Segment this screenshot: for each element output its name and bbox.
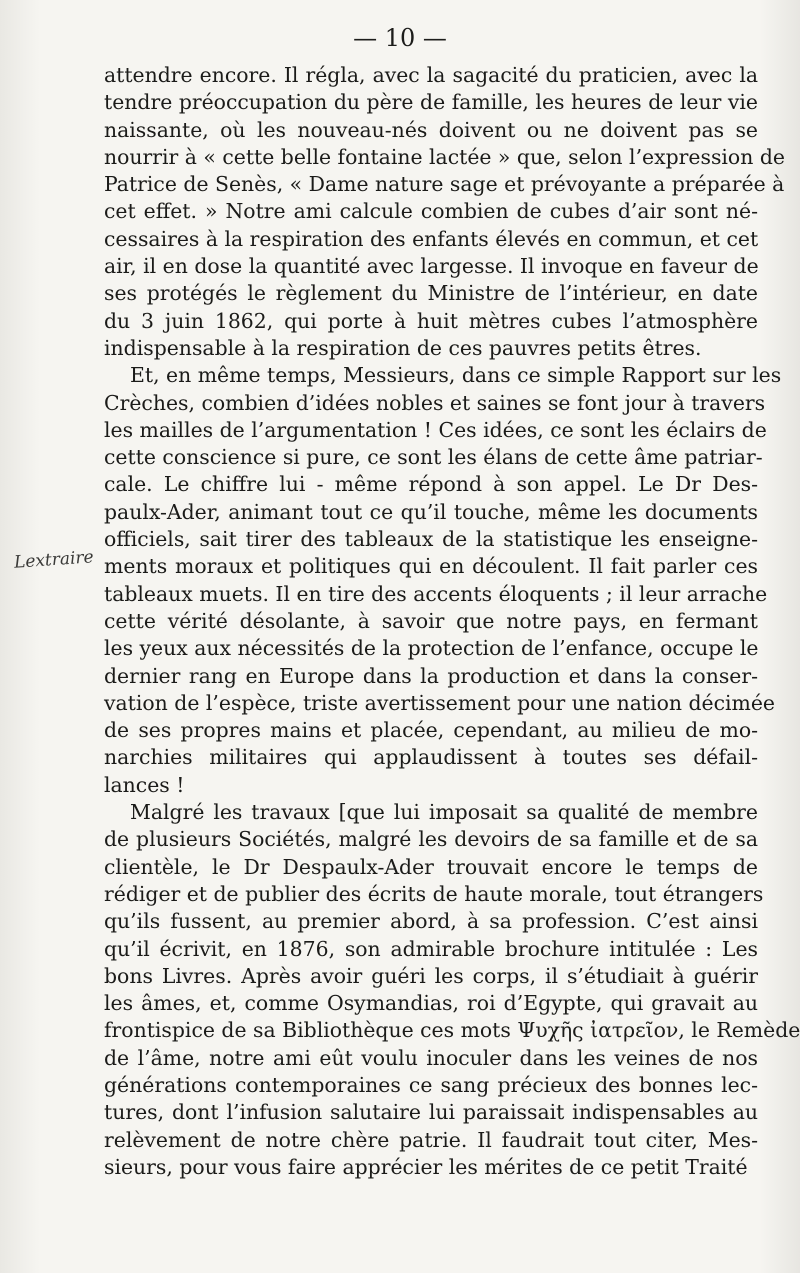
text-line: générations contemporaines ce sang précieux des bonnes lec- bbox=[104, 1072, 758, 1097]
text-line: Et, en même temps, Messieurs, dans ce simple Rapport sur les bbox=[130, 363, 782, 388]
text-line: bons Livres. Après avoir guéri les corps, il s’étudiait à guérir bbox=[104, 963, 758, 988]
text-line: les yeux aux nécessités de la protection de l’enfance, occupe le bbox=[104, 636, 759, 661]
paragraph bbox=[104, 799, 800, 1181]
text-line: ses protégés le règlement du Ministre de l’intérieur, en date bbox=[104, 281, 758, 306]
page-number: — 10 — bbox=[353, 24, 447, 52]
text-line: Crèches, combien d’idées nobles et saines se font jour à travers bbox=[104, 390, 766, 415]
text-line: tendre préoccupation du père de famille, les heures de leur vie bbox=[104, 90, 758, 115]
text-line: air, il en dose la quantité avec largesse. Il invoque en faveur de bbox=[104, 254, 759, 279]
text-line: naissante, où les nouveau-nés doivent ou ne doivent pas se bbox=[104, 117, 758, 142]
text-line: de ses propres mains et placée, cependant, au milieu de mo- bbox=[104, 718, 758, 743]
text-line: sieurs, pour vous faire apprécier les mérites de ce petit Traité bbox=[104, 1154, 748, 1179]
text-line: nourrir à « cette belle fontaine lactée » que, selon l’expression de bbox=[104, 144, 785, 169]
text-line: qu’ils fussent, au premier abord, à sa profession. C’est ainsi bbox=[104, 909, 758, 934]
text-line: cette conscience si pure, ce sont les élans de cette âme patriar- bbox=[104, 445, 763, 470]
text-line: dernier rang en Europe dans la production et dans la conser- bbox=[104, 663, 758, 688]
handwritten-margin-note: Lextraire bbox=[13, 547, 95, 573]
text-line: de plusieurs Sociétés, malgré les devoirs de sa famille et de sa bbox=[104, 827, 758, 852]
text-line: attendre encore. Il régla, avec la sagacité du praticien, avec la bbox=[104, 63, 758, 87]
text-line: de l’âme, notre ami eût voulu inoculer dans les veines de nos bbox=[104, 1045, 758, 1070]
paragraph bbox=[104, 62, 785, 362]
text-line: tures, dont l’infusion salutaire lui paraissait indispensables au bbox=[104, 1100, 758, 1125]
text-line: les mailles de l’argumentation ! Ces idées, ce sont les éclairs de bbox=[104, 417, 767, 442]
text-line: officiels, sait tirer des tableaux de la statistique les enseigne- bbox=[104, 527, 758, 552]
text-line: relèvement de notre chère patrie. Il faudrait tout citer, Mes- bbox=[104, 1127, 758, 1152]
text-line: clientèle, le Dr Despaulx-Ader trouvait encore le temps de bbox=[104, 854, 758, 879]
text-line: frontispice de sa Bibliothèque ces mots Ψυχῆς ἰατρεῖον, le Remède bbox=[104, 1018, 800, 1043]
text-line: lances ! bbox=[104, 772, 185, 797]
paragraph bbox=[104, 362, 782, 799]
text-line: indispensable à la respiration de ces pauvres petits êtres. bbox=[104, 335, 702, 360]
text-line: cet effet. » Notre ami calcule combien de cubes d’air sont né- bbox=[104, 199, 758, 224]
text-line: cale. Le chiffre lui - même répond à son appel. Le Dr Des- bbox=[104, 472, 758, 497]
text-line: les âmes, et, comme Osymandias, roi d’Egypte, qui gravait au bbox=[104, 991, 758, 1016]
text-line: qu’il écrivit, en 1876, son admirable brochure intitulée : Les bbox=[104, 936, 758, 961]
text-line: du 3 juin 1862, qui porte à huit mètres cubes l’atmosphère bbox=[104, 308, 758, 333]
text-line: cette vérité désolante, à savoir que notre pays, en fermant bbox=[104, 608, 758, 633]
text-line: paulx-Ader, animant tout ce qu’il touche, même les documents bbox=[104, 499, 758, 524]
text-line: Malgré les travaux [que lui imposait sa qualité de membre bbox=[130, 800, 758, 825]
text-line: vation de l’espèce, triste avertissement pour une nation décimée bbox=[104, 690, 775, 715]
body-text bbox=[104, 62, 800, 1181]
text-line: narchies militaires qui applaudissent à toutes ses défail- bbox=[104, 745, 758, 770]
text-line: cessaires à la respiration des enfants élevés en commun, et cet bbox=[104, 226, 759, 251]
text-line: Patrice de Senès, « Dame nature sage et prévoyante a préparée à bbox=[104, 172, 785, 197]
text-line: tableaux muets. Il en tire des accents éloquents ; il leur arrache bbox=[104, 581, 768, 606]
text-line: rédiger et de publier des écrits de haute morale, tout étrangers bbox=[104, 881, 764, 906]
text-line: ments moraux et politiques qui en découlent. Il fait parler ces bbox=[104, 554, 758, 579]
